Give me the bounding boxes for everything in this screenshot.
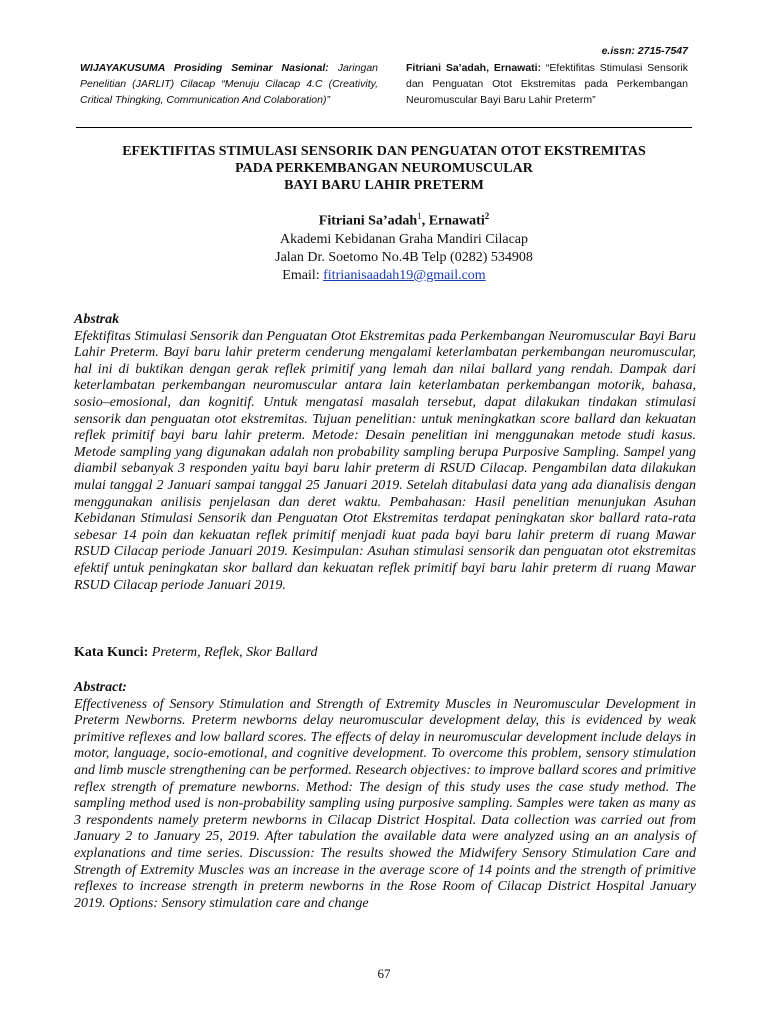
abstract-section — [74, 680, 696, 912]
keywords-label: Kata Kunci: — [74, 645, 149, 660]
abstrak-section — [74, 312, 696, 594]
page-number: 67 — [377, 966, 391, 981]
issn: e.issn: 2715-7547 — [601, 45, 688, 57]
abstrak-heading: Abstrak — [74, 312, 120, 327]
proceeding-name: WIJAYAKUSUMA Prosiding Seminar Nasional: — [80, 62, 329, 74]
header-divider — [76, 127, 692, 128]
email-link[interactable]: fitrianisaadah19@gmail.com — [323, 267, 486, 283]
author-names — [0, 207, 768, 231]
keywords-value: Preterm, Reflek, Skor Ballard — [148, 645, 318, 660]
title-line-3: BAYI BARU LAHIR PRETERM — [284, 178, 484, 193]
header-paper-title: “Efektifitas Stimulasi Sensorik dan Penguatan Otot Ekstremitas pada Perkembangan Neuromuscular Bayi Baru Lahir Preterm” — [406, 62, 689, 106]
running-header-left — [80, 60, 378, 108]
paper-title — [60, 143, 708, 194]
author-2-affil: 2 — [484, 211, 490, 221]
abstract-heading: Abstract: — [74, 680, 127, 695]
email-line — [0, 267, 768, 285]
proceeding-subtitle: Jaringan Penelitian (JARLIT) Cilacap “Menuju Cilacap 4.C (Creativity, Critical Thingking, Communication And Colaboration)” — [80, 62, 378, 106]
address: Jalan Dr. Soetomo No.4B Telp (0282) 534908 — [275, 249, 533, 265]
running-header-right — [406, 60, 688, 108]
author-1: Fitriani Sa’adah — [318, 213, 418, 229]
abstract-text: Effectiveness of Sensory Stimulation and Strength of Extremity Muscles in Neuromuscular Development in Preterm Newborns. Preterm newborns delay neuromuscular development delay, this is evidenced by weak primitive reflexes and low ballard scores. The effects of delay in neuromuscular development include delays in motor, language, socio-emotional, and cognitive development. To overcome this problem, sensory stimulation and limb muscle strengthening can be performed. Research objectives: to improve ballard scores and primitive reflex strength of premature newborns. Method: The design of this study uses the case study method. The sampling method used is non-probability sampling using purposive sampling. Samples were taken as many as 3 respondents namely preterm newborns in Cilacap District Hospital. Data collection was carried out from January 2 to January 25, 2019. After tabulation the available data were analyzed using an an analysis of explanations and time series. Discussion: The results showed the Midwifery Sensory Stimulation Care and Strength of Extremity Muscles was an increase in the average score of 14 points and the strength of primitive reflexes to increase strength in preterm newborns in the Rose Room of Cilacap District Hospital January 2019. Options: Sensory stimulation care and change — [74, 696, 696, 911]
keywords — [74, 645, 318, 661]
author-1-affil: 1 — [417, 211, 422, 221]
abstrak-text: Efektifitas Stimulasi Sensorik dan Penguatan Otot Ekstremitas pada Perkembangan Neuromuscular Bayi Baru Lahir Preterm. Bayi baru lahir preterm cenderung mengalami keterlambatan perkembangan neuromuscular, hal ini di buktikan dengan gerak reflek primitif yang lemah dan nilai ballard yang rendah. Dampak dari keterlambatan perkembangan neuromuscular antara lain keterlambatan perkembangan motorik, bahasa, sosio–emosional, dan kognitif. Untuk mengatasi masalah tersebut, dapat dilakukan tindakan stimulasi sensorik dan penguatan otot ekstremitas. Tujuan penelitian: untuk meningkatkan score ballard dan kekuatan reflek primitif bayi baru lahir preterm. Metode: Desain penelitian ini menggunakan metode studi kasus. Metode sampling yang digunakan adalah non probability sampling berupa Purposive Sampling. Sampel yang diambil sebanyak 3 responden yaitu bayi baru lahir preterm di RSUD Cilacap. Pengambilan data dilakukan mulai tanggal 2 Januari sampai tanggal 25 Januari 2019. Setelah ditabulasi data yang ada dianalisis dengan menggunakan anilisis penjelasan dan deret waktu. Pembahasan: Hasil penelitian menunjukan Asuhan Kebidanan Stimulasi Sensorik dan Penguatan Otot Ekstremitas terdapat peningkatan skor ballard rata-rata sebesar 14 poin dan kekuatan reflek primitif menjadi kuat pada bayi baru lahir preterm di ruang Mawar RSUD Cilacap periode Januari 2019. Kesimpulan: Asuhan stimulasi sensorik dan penguatan otot ekstremitas efektif untuk peningkatan skor ballard dan kekuatan reflek primitif bayi baru lahir preterm di ruang Mawar RSUD Cilacap periode Januari 2019. — [74, 328, 696, 593]
title-line-1: EFEKTIFITAS STIMULASI SENSORIK DAN PENGUATAN OTOT EKSTREMITAS — [122, 144, 646, 159]
title-line-2: PADA PERKEMBANGAN NEUROMUSCULAR — [235, 161, 533, 176]
header-authors: Fitriani Sa’adah, Ernawati: — [406, 62, 542, 74]
email-label: Email: — [282, 267, 324, 283]
author-separator: , — [421, 213, 429, 229]
affiliation: Akademi Kebidanan Graha Mandiri Cilacap — [279, 231, 529, 247]
author-block — [0, 207, 768, 285]
author-2: Ernawati — [428, 213, 485, 229]
